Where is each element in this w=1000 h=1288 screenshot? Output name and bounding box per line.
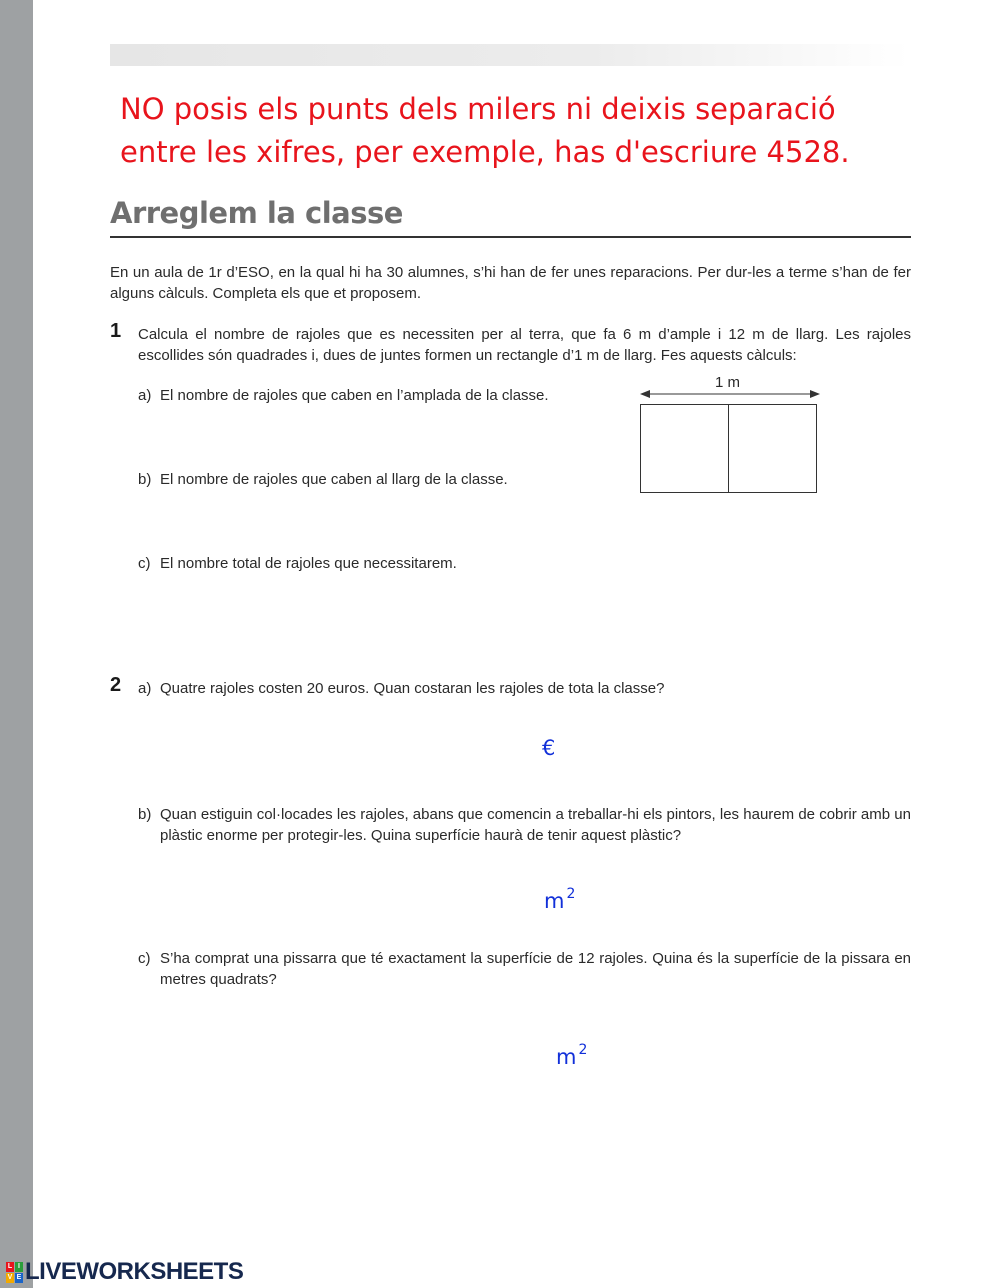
question-2a-text: Quatre rajoles costen 20 euros. Quan costaran les rajoles de tota la classe? [160, 680, 665, 697]
question-1c [138, 553, 457, 574]
logo-text: LIVEWORKSHEETS [25, 1258, 244, 1285]
logo-letter-i: I [15, 1262, 23, 1272]
liveworksheets-logo[interactable] [6, 1258, 243, 1286]
question-1b-text: El nombre de rajoles que caben al llarg de la classe. [160, 471, 508, 488]
unit-exponent-c: 2 [578, 1042, 588, 1058]
tile-right [729, 405, 817, 493]
answer-unit-m2-c [556, 1042, 587, 1069]
question-2a [138, 678, 664, 699]
logo-letter-v: V [7, 1273, 13, 1281]
question-1-text: Calcula el nombre de rajoles que es necessiten per al terra, que fa 6 m d’ample i 12 m de llarg. Les rajoles escollides són quadrades i, dues de juntes formen un rectangle d’1 m de llarg. Fes aquests càlculs: [138, 326, 911, 364]
question-2c-text: S’ha comprat una pissarra que té exactament la superfície de 12 rajoles. Quina és la superfície de la pissara en metres quadrats? [160, 950, 911, 988]
unit-exponent-b: 2 [566, 886, 576, 902]
question-1c-text: El nombre total de rajoles que necessitarem. [160, 555, 457, 572]
left-sidebar-bar [0, 0, 33, 1288]
question-2b [138, 804, 911, 846]
question-2b-text: Quan estiguin col·locades les rajoles, abans que comencin a treballar-hi els pintors, les haurem de cobrir amb un plàstic enorme per protegir-les. Quina superfície haurà de tenir aquest plàstic? [160, 806, 911, 844]
instruction-line-2: entre les xifres, per exemple, has d'escriure 4528. [120, 135, 850, 169]
answer-unit-euro: € [542, 736, 556, 760]
question-1a [138, 385, 549, 406]
question-2c-label: c) [138, 950, 151, 967]
question-2b-label: b) [138, 806, 152, 823]
title-divider [110, 236, 911, 238]
unit-m-b: m [544, 889, 565, 913]
tile-diagram [636, 372, 826, 498]
instruction-line-1: NO posis els punts dels milers ni deixis separació [120, 92, 836, 126]
intro-paragraph: En un aula de 1r d’ESO, en la qual hi ha 30 alumnes, s’hi han de fer unes reparacions. Per dur-les a terme s’han de fer alguns càlculs. Completa els que et proposem. [110, 264, 911, 302]
unit-m-c: m [556, 1045, 577, 1069]
section-title: Arreglem la classe [110, 196, 403, 230]
header-band [110, 44, 910, 66]
question-1a-label: a) [138, 387, 152, 404]
logo-letter-l: L [7, 1262, 13, 1270]
tile-left [641, 405, 729, 493]
logo-icon [6, 1262, 23, 1283]
instruction-note [120, 88, 900, 174]
question-1b-label: b) [138, 471, 152, 488]
question-1-number: 1 [110, 320, 122, 342]
question-2-number: 2 [110, 674, 122, 696]
question-2c [138, 948, 911, 990]
tile-diagram-label: 1 m [715, 374, 741, 391]
dimension-arrow [640, 390, 820, 398]
question-1b [138, 469, 508, 490]
question-1c-label: c) [138, 555, 151, 572]
question-1a-text: El nombre de rajoles que caben en l’amplada de la classe. [160, 387, 549, 404]
question-2a-label: a) [138, 680, 152, 697]
logo-letter-e: E [16, 1273, 22, 1281]
answer-unit-m2-b [544, 886, 575, 913]
